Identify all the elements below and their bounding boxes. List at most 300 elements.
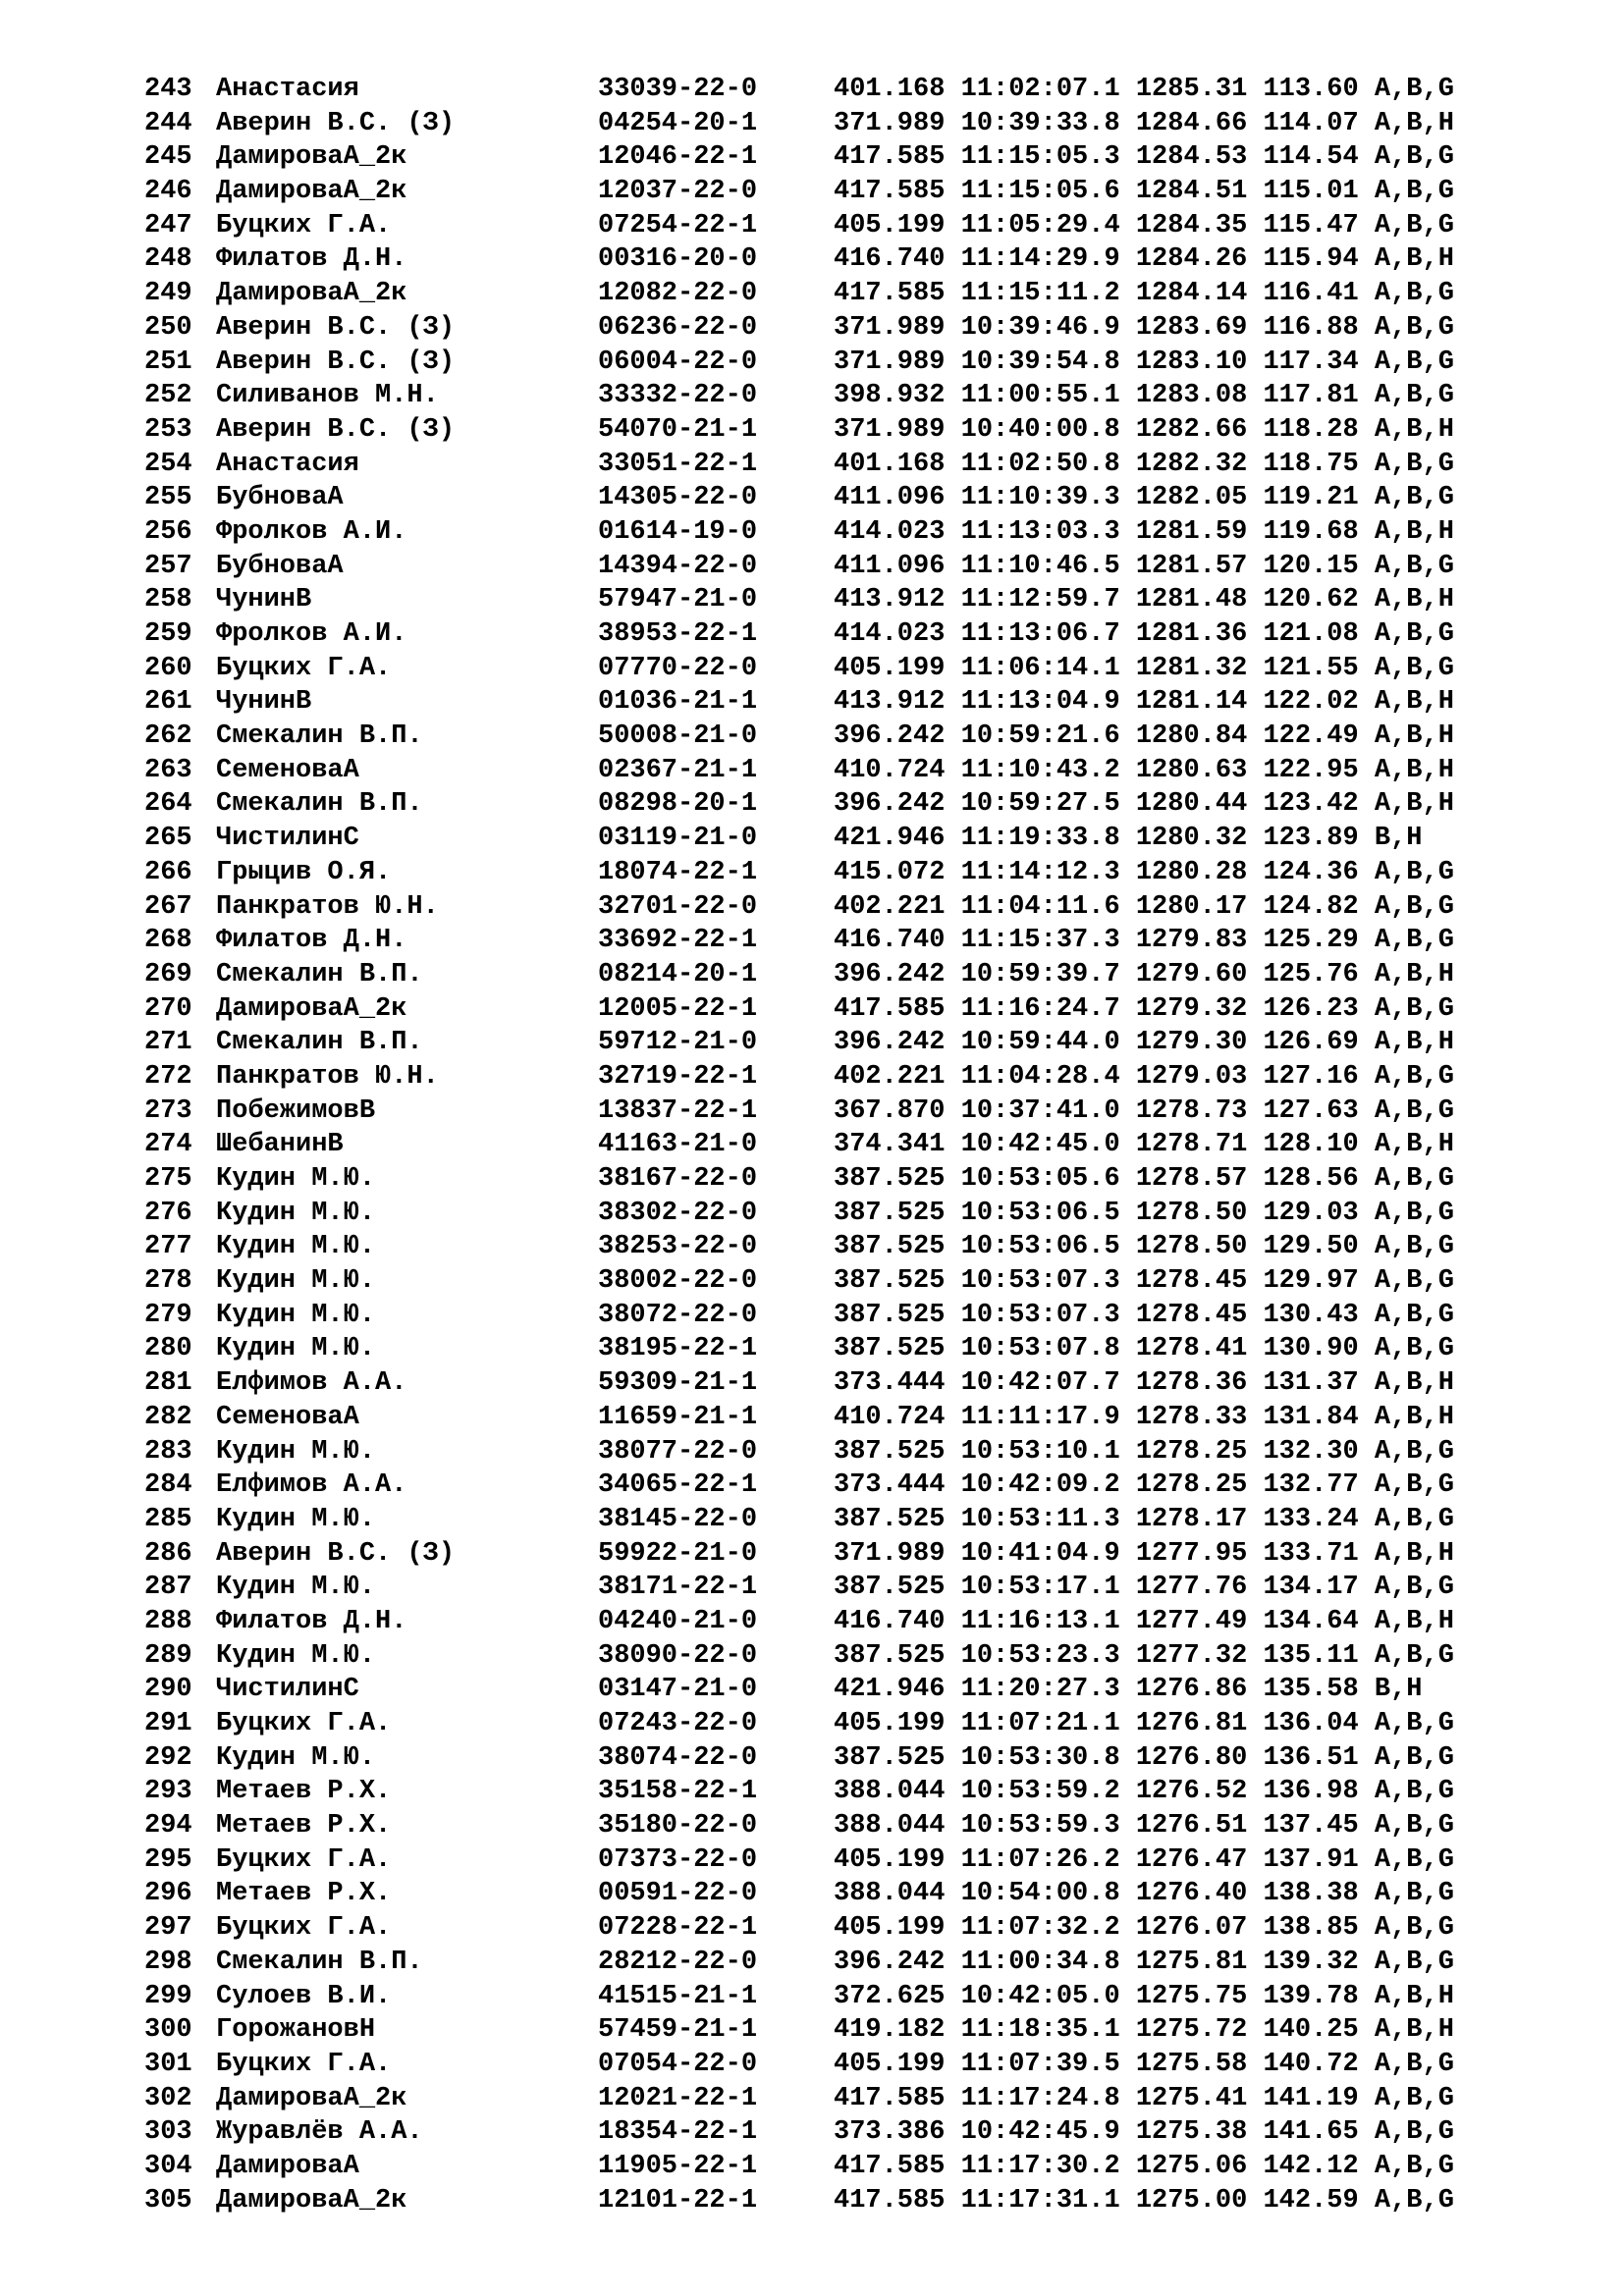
- fancier-name: Кудин М.Ю.: [216, 1164, 376, 1194]
- ring-number: 01036-21-1: [598, 687, 758, 718]
- ring-number: 12005-22-1: [598, 993, 758, 1024]
- place-number: 272: [144, 1061, 192, 1092]
- table-row: [0, 1809, 1624, 1843]
- result-values: 414.023 11:13:06.7 1281.36 121.08 A,B,G: [834, 619, 1454, 649]
- result-values: 421.946 11:20:27.3 1276.86 135.58 B,H: [834, 1675, 1423, 1705]
- result-values: 405.199 11:07:21.1 1276.81 136.04 A,B,G: [834, 1709, 1454, 1738]
- table-row: [0, 1639, 1624, 1674]
- table-row: [0, 1877, 1624, 1911]
- table-row: [0, 754, 1624, 788]
- result-values: 415.072 11:14:12.3 1280.28 124.36 A,B,G: [834, 857, 1454, 887]
- fancier-name: Буцких Г.А.: [216, 1913, 392, 1944]
- table-row: [0, 2082, 1624, 2116]
- fancier-name: Филатов Д.Н.: [216, 926, 407, 956]
- ring-number: 12082-22-0: [598, 279, 758, 309]
- place-number: 261: [144, 687, 192, 718]
- table-row: [0, 1537, 1624, 1572]
- result-values: 387.525 10:53:17.1 1277.76 134.17 A,B,G: [834, 1573, 1454, 1603]
- table-row: [0, 1026, 1624, 1060]
- fancier-name: ДамироваА_2к: [216, 993, 407, 1024]
- table-row: [0, 992, 1624, 1027]
- fancier-name: Анастасия: [216, 449, 359, 479]
- table-row: [0, 175, 1624, 209]
- table-row: [0, 2115, 1624, 2150]
- place-number: 285: [144, 1504, 192, 1534]
- table-row: [0, 209, 1624, 243]
- fancier-name: Аверин В.С. (З): [216, 347, 456, 377]
- fancier-name: Кудин М.Ю.: [216, 1266, 376, 1297]
- result-values: 417.585 11:15:05.3 1284.53 114.54 A,B,G: [834, 142, 1454, 173]
- ring-number: 35158-22-1: [598, 1777, 758, 1807]
- table-row: [0, 652, 1624, 686]
- fancier-name: Елфимов А.А.: [216, 1368, 407, 1399]
- ring-number: 35180-22-0: [598, 1811, 758, 1842]
- table-row: [0, 1571, 1624, 1605]
- ring-number: 07770-22-0: [598, 653, 758, 683]
- table-row: [0, 1946, 1624, 1980]
- place-number: 294: [144, 1811, 192, 1842]
- table-row: [0, 277, 1624, 311]
- table-row: [0, 73, 1624, 107]
- fancier-name: ЧистилинС: [216, 824, 359, 854]
- table-row: [0, 1401, 1624, 1435]
- ring-number: 41515-21-1: [598, 1981, 758, 2011]
- ring-number: 38953-22-1: [598, 619, 758, 649]
- table-row: [0, 1605, 1624, 1639]
- ring-number: 00591-22-0: [598, 1879, 758, 1909]
- fancier-name: БубноваА: [216, 551, 344, 581]
- table-row: [0, 617, 1624, 652]
- fancier-name: ГорожановН: [216, 2015, 376, 2046]
- ring-number: 06004-22-0: [598, 347, 758, 377]
- place-number: 274: [144, 1130, 192, 1160]
- table-row: [0, 685, 1624, 720]
- place-number: 282: [144, 1402, 192, 1432]
- table-row: [0, 958, 1624, 992]
- fancier-name: Панкратов Ю.Н.: [216, 891, 439, 922]
- table-row: [0, 787, 1624, 822]
- table-row: [0, 2048, 1624, 2082]
- ring-number: 57459-21-1: [598, 2015, 758, 2046]
- result-values: 388.044 10:54:00.8 1276.40 138.38 A,B,G: [834, 1879, 1454, 1909]
- place-number: 253: [144, 414, 192, 445]
- place-number: 258: [144, 585, 192, 615]
- place-number: 295: [144, 1844, 192, 1875]
- place-number: 302: [144, 2083, 192, 2113]
- result-values: 371.989 10:39:54.8 1283.10 117.34 A,B,G: [834, 347, 1454, 377]
- place-number: 305: [144, 2185, 192, 2216]
- ring-number: 11905-22-1: [598, 2151, 758, 2181]
- place-number: 267: [144, 891, 192, 922]
- fancier-name: Смекалин В.П.: [216, 959, 423, 989]
- fancier-name: Кудин М.Ю.: [216, 1198, 376, 1228]
- ring-number: 01614-19-0: [598, 516, 758, 547]
- result-values: 371.989 10:39:46.9 1283.69 116.88 A,B,G: [834, 312, 1454, 343]
- place-number: 259: [144, 619, 192, 649]
- fancier-name: ДамироваА_2к: [216, 2083, 407, 2113]
- result-values: 417.585 11:17:31.1 1275.00 142.59 A,B,G: [834, 2185, 1454, 2216]
- result-values: 405.199 11:06:14.1 1281.32 121.55 A,B,G: [834, 653, 1454, 683]
- table-row: [0, 1332, 1624, 1366]
- fancier-name: Метаев Р.Х.: [216, 1777, 392, 1807]
- fancier-name: Грыцив О.Я.: [216, 857, 392, 887]
- place-number: 273: [144, 1095, 192, 1126]
- place-number: 288: [144, 1606, 192, 1636]
- fancier-name: ЧистилинС: [216, 1675, 359, 1705]
- table-row: [0, 413, 1624, 448]
- place-number: 281: [144, 1368, 192, 1399]
- ring-number: 59922-21-0: [598, 1538, 758, 1569]
- table-row: [0, 856, 1624, 890]
- fancier-name: Кудин М.Ю.: [216, 1573, 376, 1603]
- place-number: 291: [144, 1709, 192, 1738]
- place-number: 251: [144, 347, 192, 377]
- result-values: 387.525 10:53:06.5 1278.50 129.50 A,B,G: [834, 1232, 1454, 1262]
- result-values: 396.242 10:59:21.6 1280.84 122.49 A,B,H: [834, 721, 1454, 752]
- result-values: 410.724 11:11:17.9 1278.33 131.84 A,B,H: [834, 1402, 1454, 1432]
- place-number: 279: [144, 1300, 192, 1330]
- result-values: 416.740 11:15:37.3 1279.83 125.29 A,B,G: [834, 926, 1454, 956]
- ring-number: 38072-22-0: [598, 1300, 758, 1330]
- result-values: 388.044 10:53:59.2 1276.52 136.98 A,B,G: [834, 1777, 1454, 1807]
- ring-number: 38090-22-0: [598, 1640, 758, 1671]
- fancier-name: ШебанинВ: [216, 1130, 344, 1160]
- fancier-name: БубноваА: [216, 483, 344, 513]
- result-values: 417.585 11:16:24.7 1279.32 126.23 A,B,G: [834, 993, 1454, 1024]
- result-values: 387.525 10:53:30.8 1276.80 136.51 A,B,G: [834, 1742, 1454, 1773]
- result-values: 405.199 11:05:29.4 1284.35 115.47 A,B,G: [834, 210, 1454, 240]
- fancier-name: ПобежимовВ: [216, 1095, 376, 1126]
- ring-number: 07243-22-0: [598, 1709, 758, 1738]
- result-values: 421.946 11:19:33.8 1280.32 123.89 B,H: [834, 824, 1423, 854]
- table-row: [0, 107, 1624, 141]
- ring-number: 02367-21-1: [598, 755, 758, 785]
- place-number: 301: [144, 2049, 192, 2079]
- table-row: [0, 346, 1624, 380]
- result-values: 405.199 11:07:32.2 1276.07 138.85 A,B,G: [834, 1913, 1454, 1944]
- fancier-name: Кудин М.Ю.: [216, 1640, 376, 1671]
- fancier-name: Метаев Р.Х.: [216, 1811, 392, 1842]
- ring-number: 08214-20-1: [598, 959, 758, 989]
- result-values: 411.096 11:10:39.3 1282.05 119.21 A,B,G: [834, 483, 1454, 513]
- fancier-name: Аверин В.С. (З): [216, 108, 456, 138]
- table-row: [0, 1503, 1624, 1537]
- fancier-name: Кудин М.Ю.: [216, 1232, 376, 1262]
- ring-number: 32701-22-0: [598, 891, 758, 922]
- ring-number: 28212-22-0: [598, 1947, 758, 1977]
- result-values: 413.912 11:13:04.9 1281.14 122.02 A,B,H: [834, 687, 1454, 718]
- result-values: 414.023 11:13:03.3 1281.59 119.68 A,B,H: [834, 516, 1454, 547]
- result-values: 402.221 11:04:28.4 1279.03 127.16 A,B,G: [834, 1061, 1454, 1092]
- fancier-name: Кудин М.Ю.: [216, 1334, 376, 1364]
- table-row: [0, 890, 1624, 925]
- place-number: 270: [144, 993, 192, 1024]
- ring-number: 07054-22-0: [598, 2049, 758, 2079]
- table-row: [0, 140, 1624, 175]
- result-values: 396.242 10:59:39.7 1279.60 125.76 A,B,H: [834, 959, 1454, 989]
- result-values: 413.912 11:12:59.7 1281.48 120.62 A,B,H: [834, 585, 1454, 615]
- place-number: 278: [144, 1266, 192, 1297]
- fancier-name: Фролков А.И.: [216, 516, 407, 547]
- result-values: 387.525 10:53:07.3 1278.45 129.97 A,B,G: [834, 1266, 1454, 1297]
- place-number: 250: [144, 312, 192, 343]
- place-number: 289: [144, 1640, 192, 1671]
- fancier-name: ЧунинВ: [216, 585, 312, 615]
- fancier-name: Смекалин В.П.: [216, 721, 423, 752]
- place-number: 264: [144, 789, 192, 820]
- table-row: [0, 379, 1624, 413]
- ring-number: 07254-22-1: [598, 210, 758, 240]
- result-values: 419.182 11:18:35.1 1275.72 140.25 A,B,H: [834, 2015, 1454, 2046]
- fancier-name: Кудин М.Ю.: [216, 1436, 376, 1467]
- fancier-name: Кудин М.Ю.: [216, 1504, 376, 1534]
- table-row: [0, 448, 1624, 482]
- result-values: 371.989 10:41:04.9 1277.95 133.71 A,B,H: [834, 1538, 1454, 1569]
- place-number: 248: [144, 244, 192, 275]
- table-row: [0, 720, 1624, 754]
- place-number: 268: [144, 926, 192, 956]
- result-values: 398.932 11:00:55.1 1283.08 117.81 A,B,G: [834, 381, 1454, 411]
- result-values: 411.096 11:10:46.5 1281.57 120.15 A,B,G: [834, 551, 1454, 581]
- ring-number: 07373-22-0: [598, 1844, 758, 1875]
- result-values: 387.525 10:53:07.8 1278.41 130.90 A,B,G: [834, 1334, 1454, 1364]
- table-row: [0, 1366, 1624, 1401]
- place-number: 257: [144, 551, 192, 581]
- ring-number: 33332-22-0: [598, 381, 758, 411]
- result-values: 372.625 10:42:05.0 1275.75 139.78 A,B,H: [834, 1981, 1454, 2011]
- ring-number: 38074-22-0: [598, 1742, 758, 1773]
- fancier-name: СеменоваА: [216, 1402, 359, 1432]
- fancier-name: Филатов Д.Н.: [216, 244, 407, 275]
- table-row: [0, 515, 1624, 550]
- ring-number: 12101-22-1: [598, 2185, 758, 2216]
- result-values: 387.525 10:53:11.3 1278.17 133.24 A,B,G: [834, 1504, 1454, 1534]
- ring-number: 38253-22-0: [598, 1232, 758, 1262]
- place-number: 296: [144, 1879, 192, 1909]
- ring-number: 57947-21-0: [598, 585, 758, 615]
- ring-number: 00316-20-0: [598, 244, 758, 275]
- place-number: 293: [144, 1777, 192, 1807]
- result-values: 401.168 11:02:07.1 1285.31 113.60 A,B,G: [834, 75, 1454, 104]
- result-values: 417.585 11:17:24.8 1275.41 141.19 A,B,G: [834, 2083, 1454, 2113]
- result-values: 402.221 11:04:11.6 1280.17 124.82 A,B,G: [834, 891, 1454, 922]
- ring-number: 41163-21-0: [598, 1130, 758, 1160]
- place-number: 265: [144, 824, 192, 854]
- table-row: [0, 1775, 1624, 1809]
- place-number: 244: [144, 108, 192, 138]
- ring-number: 07228-22-1: [598, 1913, 758, 1944]
- fancier-name: Анастасия: [216, 75, 359, 104]
- table-row: [0, 1095, 1624, 1129]
- ring-number: 04254-20-1: [598, 108, 758, 138]
- ring-number: 12021-22-1: [598, 2083, 758, 2113]
- place-number: 256: [144, 516, 192, 547]
- result-values: 396.242 10:59:44.0 1279.30 126.69 A,B,H: [834, 1028, 1454, 1058]
- ring-number: 14305-22-0: [598, 483, 758, 513]
- result-values: 387.525 10:53:23.3 1277.32 135.11 A,B,G: [834, 1640, 1454, 1671]
- result-values: 401.168 11:02:50.8 1282.32 118.75 A,B,G: [834, 449, 1454, 479]
- ring-number: 12046-22-1: [598, 142, 758, 173]
- table-row: [0, 1741, 1624, 1776]
- ring-number: 38171-22-1: [598, 1573, 758, 1603]
- place-number: 300: [144, 2015, 192, 2046]
- ring-number: 18354-22-1: [598, 2117, 758, 2148]
- results-table: [0, 73, 1624, 2217]
- result-values: 371.989 10:39:33.8 1284.66 114.07 A,B,H: [834, 108, 1454, 138]
- ring-number: 38002-22-0: [598, 1266, 758, 1297]
- table-row: [0, 1230, 1624, 1264]
- place-number: 255: [144, 483, 192, 513]
- place-number: 246: [144, 177, 192, 207]
- result-values: 416.740 11:14:29.9 1284.26 115.94 A,B,H: [834, 244, 1454, 275]
- table-row: [0, 481, 1624, 515]
- ring-number: 18074-22-1: [598, 857, 758, 887]
- fancier-name: Кудин М.Ю.: [216, 1742, 376, 1773]
- fancier-name: Фролков А.И.: [216, 619, 407, 649]
- ring-number: 32719-22-1: [598, 1061, 758, 1092]
- ring-number: 13837-22-1: [598, 1095, 758, 1126]
- ring-number: 12037-22-0: [598, 177, 758, 207]
- result-values: 417.585 11:15:11.2 1284.14 116.41 A,B,G: [834, 279, 1454, 309]
- table-row: [0, 1980, 1624, 2014]
- table-row: [0, 1128, 1624, 1162]
- place-number: 269: [144, 959, 192, 989]
- ring-number: 38145-22-0: [598, 1504, 758, 1534]
- result-values: 367.870 10:37:41.0 1278.73 127.63 A,B,G: [834, 1095, 1454, 1126]
- place-number: 299: [144, 1981, 192, 2011]
- fancier-name: Силиванов М.Н.: [216, 381, 439, 411]
- ring-number: 33051-22-1: [598, 449, 758, 479]
- place-number: 262: [144, 721, 192, 752]
- place-number: 243: [144, 75, 192, 104]
- fancier-name: Панкратов Ю.Н.: [216, 1061, 439, 1092]
- result-values: 373.386 10:42:45.9 1275.38 141.65 A,B,G: [834, 2117, 1454, 2148]
- table-row: [0, 1060, 1624, 1095]
- ring-number: 59712-21-0: [598, 1028, 758, 1058]
- fancier-name: Буцких Г.А.: [216, 1844, 392, 1875]
- place-number: 254: [144, 449, 192, 479]
- place-number: 290: [144, 1675, 192, 1705]
- result-values: 374.341 10:42:45.0 1278.71 128.10 A,B,H: [834, 1130, 1454, 1160]
- fancier-name: ДамироваА: [216, 2151, 359, 2181]
- ring-number: 50008-21-0: [598, 721, 758, 752]
- place-number: 304: [144, 2151, 192, 2181]
- ring-number: 03119-21-0: [598, 824, 758, 854]
- fancier-name: Смекалин В.П.: [216, 1028, 423, 1058]
- fancier-name: Елфимов А.А.: [216, 1470, 407, 1501]
- fancier-name: Буцких Г.А.: [216, 1709, 392, 1738]
- result-values: 387.525 10:53:10.1 1278.25 132.30 A,B,G: [834, 1436, 1454, 1467]
- table-row: [0, 822, 1624, 856]
- fancier-name: ДамироваА_2к: [216, 279, 407, 309]
- result-values: 396.242 11:00:34.8 1275.81 139.32 A,B,G: [834, 1947, 1454, 1977]
- fancier-name: Аверин В.С. (З): [216, 414, 456, 445]
- fancier-name: ДамироваА_2к: [216, 142, 407, 173]
- fancier-name: Буцких Г.А.: [216, 210, 392, 240]
- result-values: 417.585 11:17:30.2 1275.06 142.12 A,B,G: [834, 2151, 1454, 2181]
- fancier-name: Метаев Р.Х.: [216, 1879, 392, 1909]
- place-number: 286: [144, 1538, 192, 1569]
- place-number: 263: [144, 755, 192, 785]
- ring-number: 11659-21-1: [598, 1402, 758, 1432]
- result-values: 371.989 10:40:00.8 1282.66 118.28 A,B,H: [834, 414, 1454, 445]
- table-row: [0, 924, 1624, 958]
- fancier-name: Сулоев В.И.: [216, 1981, 392, 2011]
- fancier-name: Аверин В.С. (З): [216, 312, 456, 343]
- place-number: 271: [144, 1028, 192, 1058]
- ring-number: 38167-22-0: [598, 1164, 758, 1194]
- fancier-name: Аверин В.С. (З): [216, 1538, 456, 1569]
- place-number: 252: [144, 381, 192, 411]
- result-values: 410.724 11:10:43.2 1280.63 122.95 A,B,H: [834, 755, 1454, 785]
- table-row: [0, 311, 1624, 346]
- place-number: 275: [144, 1164, 192, 1194]
- place-number: 260: [144, 653, 192, 683]
- ring-number: 08298-20-1: [598, 789, 758, 820]
- table-row: [0, 2184, 1624, 2218]
- fancier-name: ДамироваА_2к: [216, 2185, 407, 2216]
- result-values: 396.242 10:59:27.5 1280.44 123.42 A,B,H: [834, 789, 1454, 820]
- result-values: 373.444 10:42:07.7 1278.36 131.37 A,B,H: [834, 1368, 1454, 1399]
- ring-number: 38302-22-0: [598, 1198, 758, 1228]
- fancier-name: Смекалин В.П.: [216, 789, 423, 820]
- table-row: [0, 1673, 1624, 1707]
- place-number: 287: [144, 1573, 192, 1603]
- fancier-name: Буцких Г.А.: [216, 2049, 392, 2079]
- ring-number: 14394-22-0: [598, 551, 758, 581]
- ring-number: 59309-21-1: [598, 1368, 758, 1399]
- table-row: [0, 1197, 1624, 1231]
- result-values: 387.525 10:53:05.6 1278.57 128.56 A,B,G: [834, 1164, 1454, 1194]
- place-number: 292: [144, 1742, 192, 1773]
- ring-number: 38195-22-1: [598, 1334, 758, 1364]
- ring-number: 38077-22-0: [598, 1436, 758, 1467]
- fancier-name: Смекалин В.П.: [216, 1947, 423, 1977]
- place-number: 284: [144, 1470, 192, 1501]
- result-values: 416.740 11:16:13.1 1277.49 134.64 A,B,H: [834, 1606, 1454, 1636]
- result-values: 405.199 11:07:39.5 1275.58 140.72 A,B,G: [834, 2049, 1454, 2079]
- ring-number: 33692-22-1: [598, 926, 758, 956]
- place-number: 280: [144, 1334, 192, 1364]
- fancier-name: Журавлёв А.А.: [216, 2117, 423, 2148]
- result-values: 388.044 10:53:59.3 1276.51 137.45 A,B,G: [834, 1811, 1454, 1842]
- fancier-name: Кудин М.Ю.: [216, 1300, 376, 1330]
- table-row: [0, 1468, 1624, 1503]
- table-row: [0, 1264, 1624, 1299]
- ring-number: 54070-21-1: [598, 414, 758, 445]
- ring-number: 03147-21-0: [598, 1675, 758, 1705]
- place-number: 303: [144, 2117, 192, 2148]
- result-values: 405.199 11:07:26.2 1276.47 137.91 A,B,G: [834, 1844, 1454, 1875]
- fancier-name: Филатов Д.Н.: [216, 1606, 407, 1636]
- result-values: 387.525 10:53:06.5 1278.50 129.03 A,B,G: [834, 1198, 1454, 1228]
- place-number: 276: [144, 1198, 192, 1228]
- result-values: 387.525 10:53:07.3 1278.45 130.43 A,B,G: [834, 1300, 1454, 1330]
- place-number: 266: [144, 857, 192, 887]
- ring-number: 34065-22-1: [598, 1470, 758, 1501]
- table-row: [0, 1707, 1624, 1741]
- table-row: [0, 1299, 1624, 1333]
- place-number: 283: [144, 1436, 192, 1467]
- ring-number: 04240-21-0: [598, 1606, 758, 1636]
- table-row: [0, 1435, 1624, 1469]
- table-row: [0, 550, 1624, 584]
- result-values: 373.444 10:42:09.2 1278.25 132.77 A,B,G: [834, 1470, 1454, 1501]
- table-row: [0, 1843, 1624, 1878]
- table-row: [0, 2013, 1624, 2048]
- table-row: [0, 583, 1624, 617]
- ring-number: 33039-22-0: [598, 75, 758, 104]
